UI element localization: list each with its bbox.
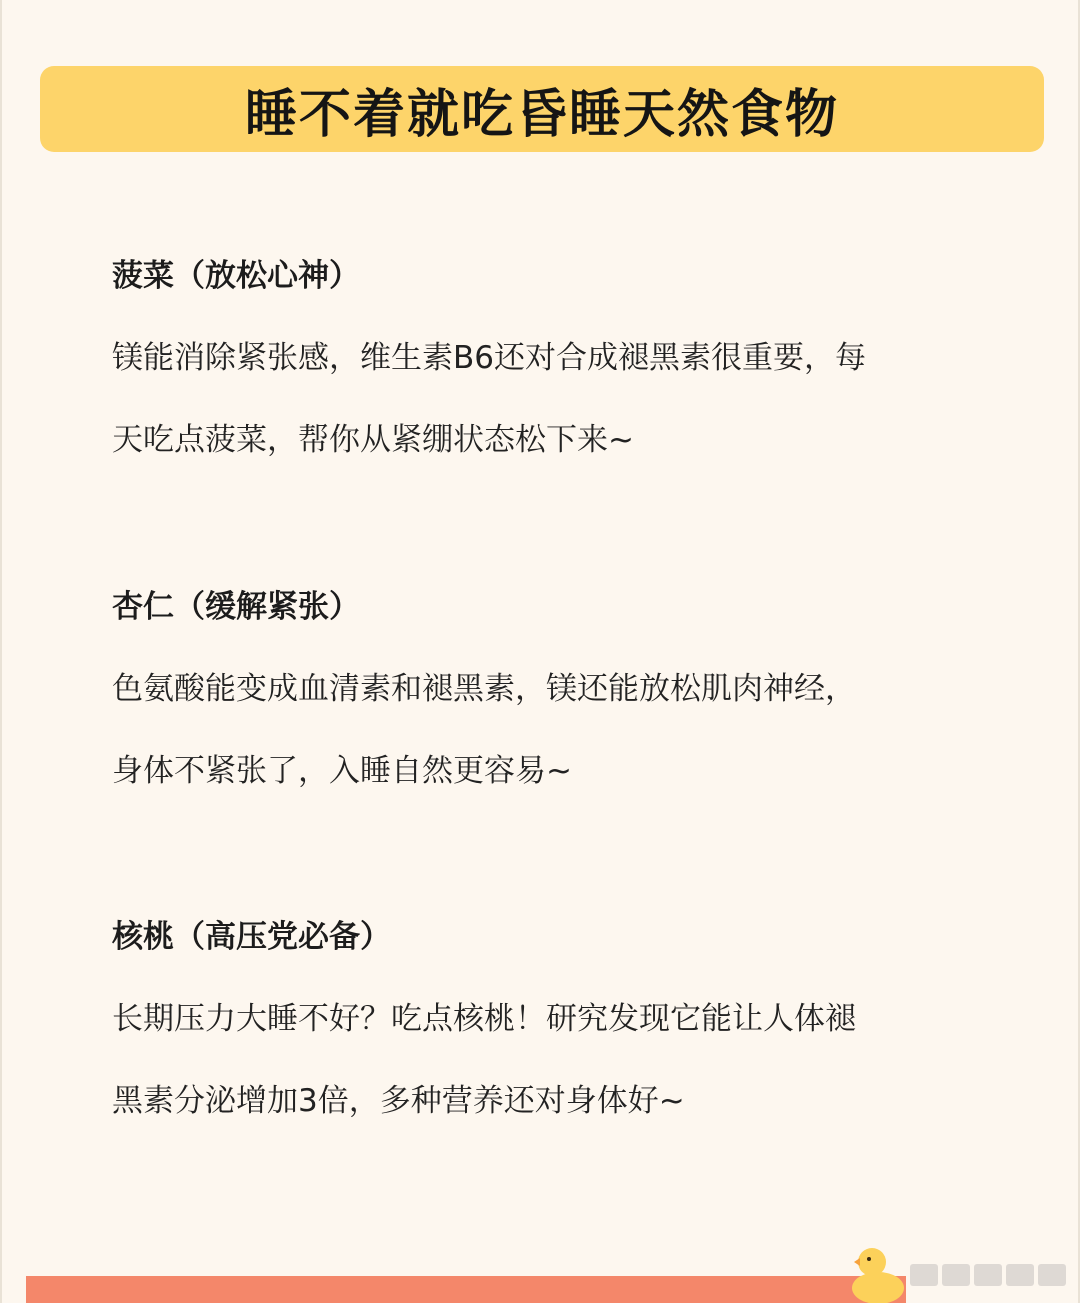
section-text-line: 长期压力大睡不好？吃点核桃！研究发现它能让人体褪	[112, 1001, 856, 1037]
section-heading: 杏仁（缓解紧张）	[112, 589, 360, 625]
food-section-walnut	[112, 917, 992, 1121]
watermark-logo	[910, 1264, 1070, 1286]
section-text-line: 镁能消除紧张感，维生素B6还对合成褪黑素很重要，每	[112, 340, 866, 376]
duck-icon	[848, 1242, 906, 1303]
title-banner	[40, 66, 1044, 152]
food-section-almond	[112, 587, 992, 791]
section-heading: 核桃（高压党必备）	[112, 919, 391, 955]
section-text-line: 色氨酸能变成血清素和褪黑素，镁还能放松肌肉神经，	[112, 671, 856, 707]
bottom-decoration-bar	[26, 1276, 906, 1303]
section-heading: 菠菜（放松心神）	[112, 258, 360, 294]
food-section-spinach	[112, 256, 992, 460]
page-title: 睡不着就吃昏睡天然食物	[244, 84, 839, 145]
section-text-line: 天吃点菠菜，帮你从紧绷状态松下来~	[112, 422, 634, 458]
section-text-line: 身体不紧张了，入睡自然更容易~	[112, 753, 572, 789]
section-text-line: 黑素分泌增加3倍，多种营养还对身体好~	[112, 1083, 685, 1119]
